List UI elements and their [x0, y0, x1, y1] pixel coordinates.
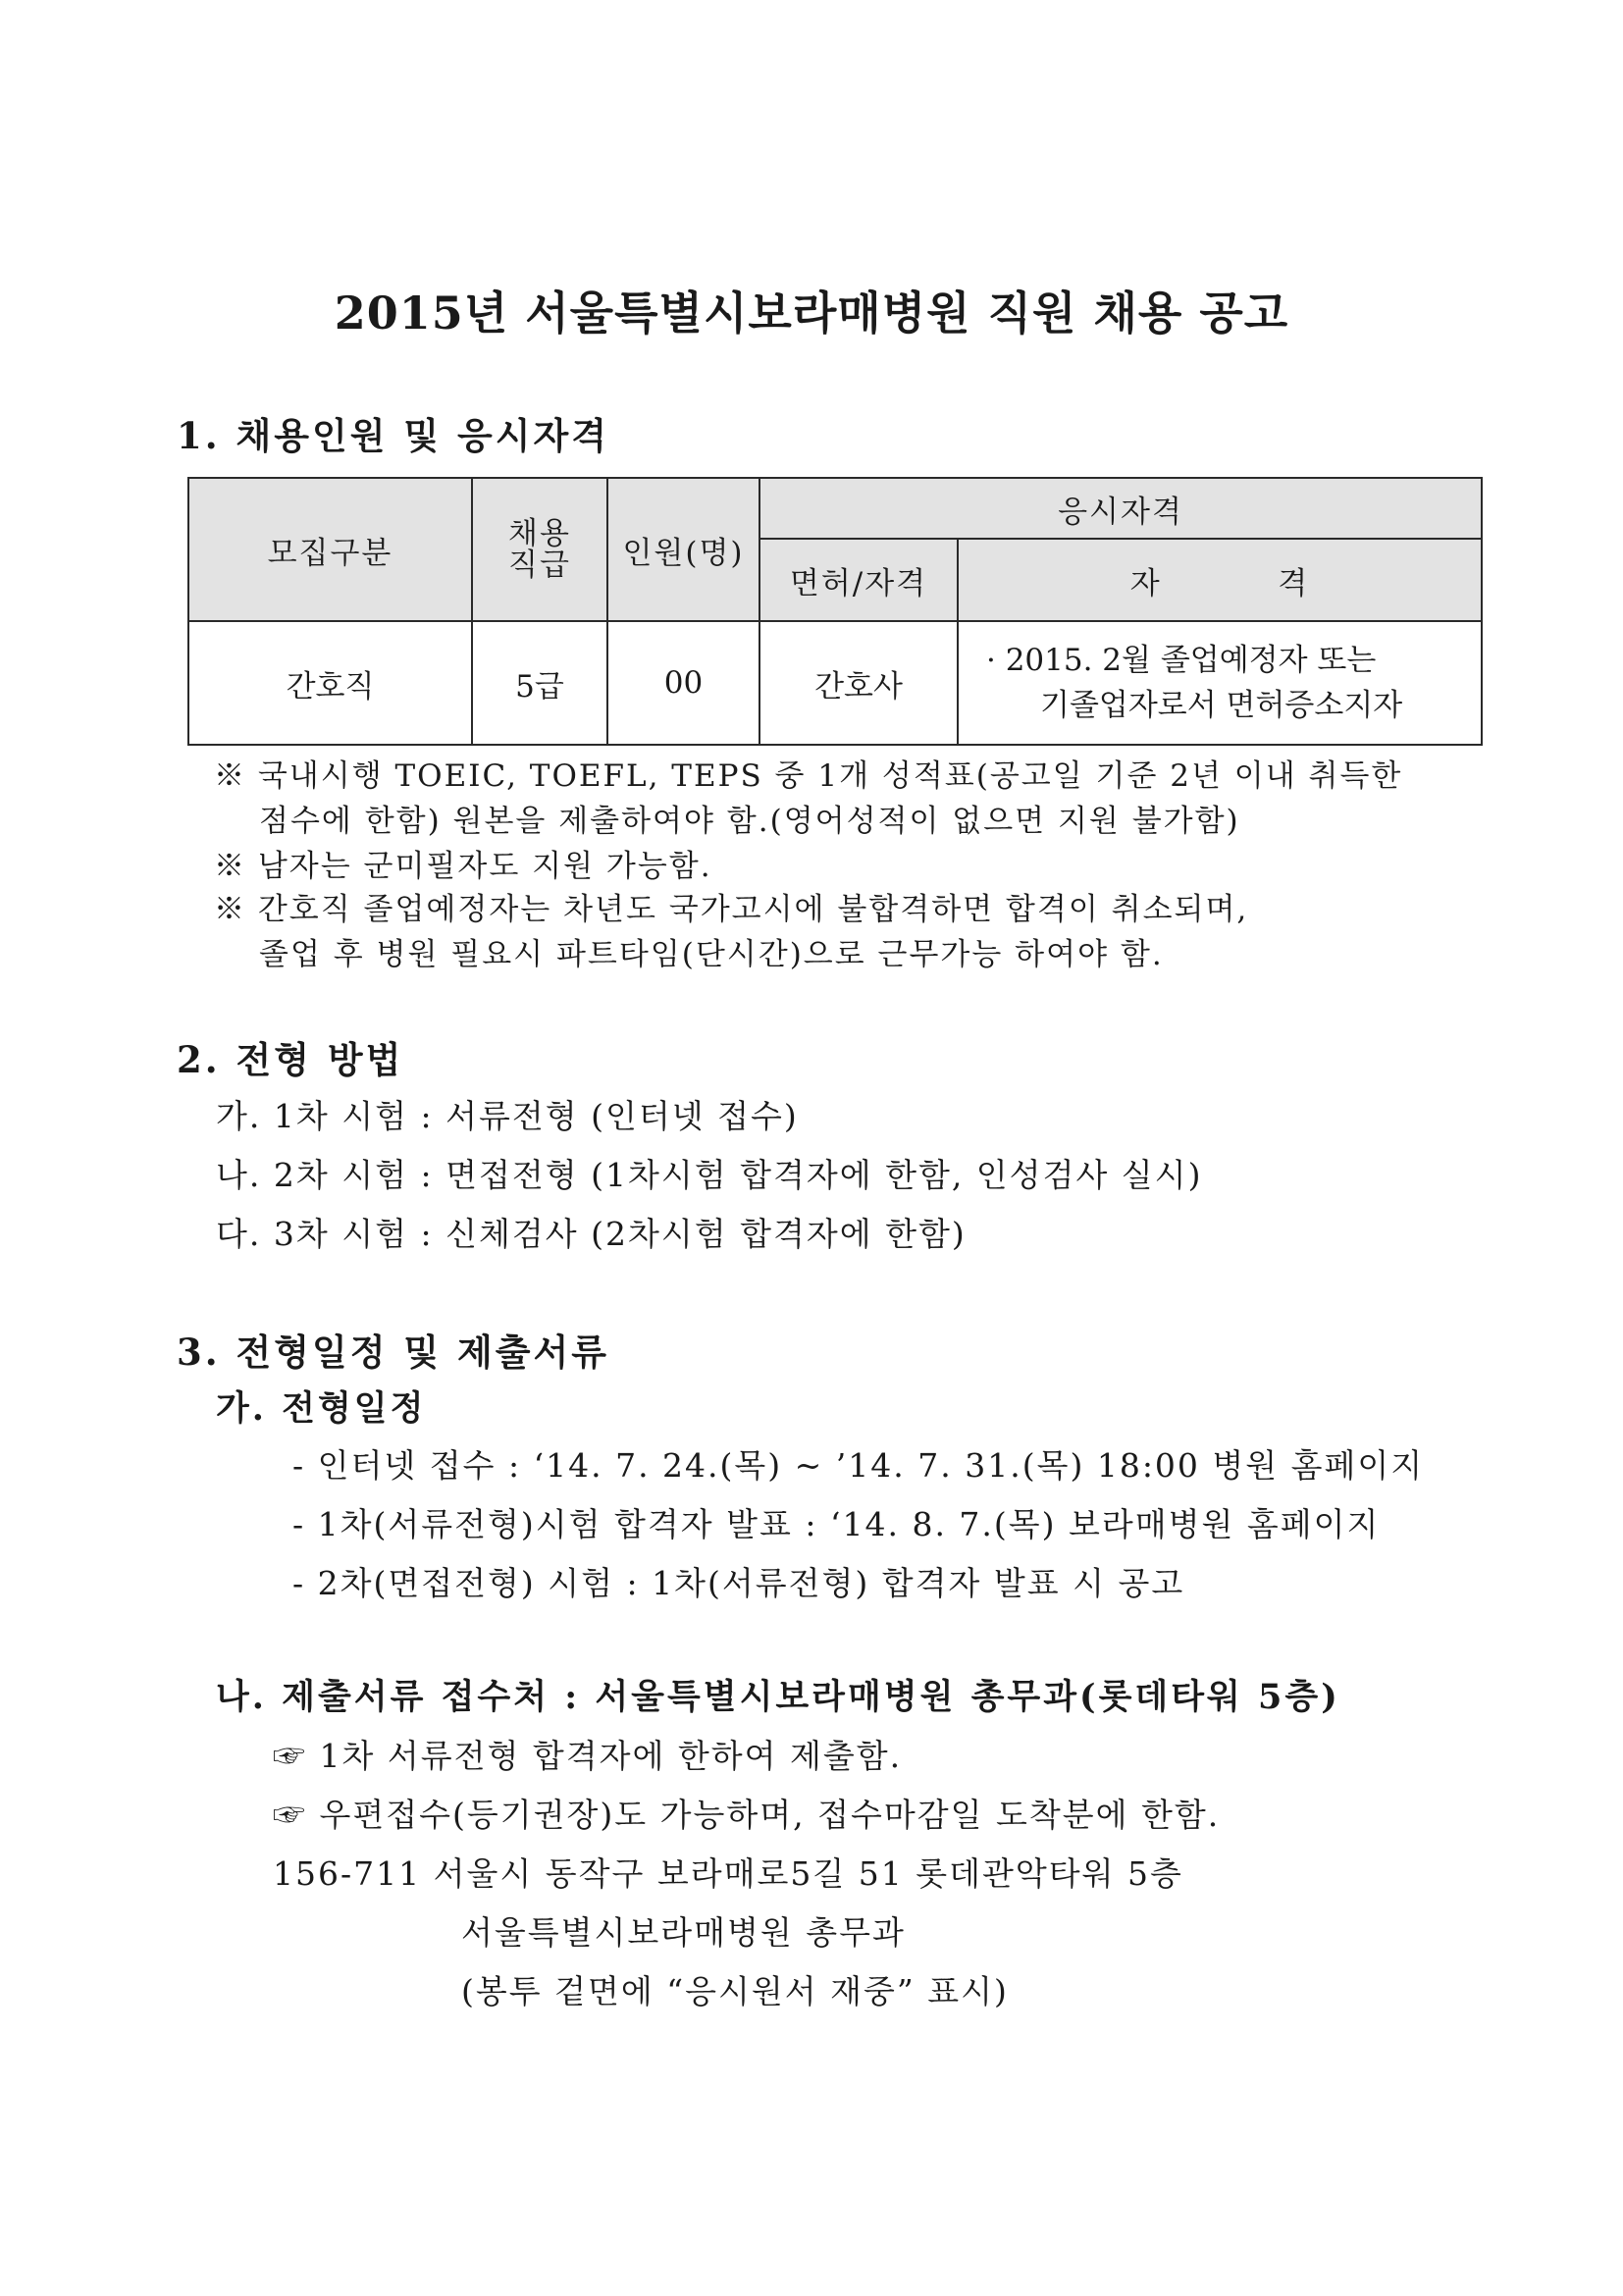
qualification-line-1: · 2015. 2월 졸업예정자 또는 [986, 643, 1377, 678]
header-grade-line1: 채용 [508, 516, 571, 551]
recruitment-table [187, 477, 1483, 746]
exam-step-2: 나. 2차 시험 : 면접전형 (1차시험 합격자에 한함, 인성검사 실시) [216, 1156, 1203, 1194]
submit-note-2: ☞ 우편접수(등기권장)도 가능하며, 접수마감일 도착분에 한함. [273, 1796, 1221, 1834]
note-2-line-1: ※ 남자는 군미필자도 지원 가능함. [214, 849, 712, 884]
submit-heading: 나. 제출서류 접수처 : 서울특별시보라매병원 총무과(롯데타워 5층) [216, 1677, 1340, 1717]
header-count: 인원(명) [607, 478, 759, 621]
address-line-2: 서울특별시보라매병원 총무과 [461, 1913, 906, 1952]
document-title: 2015년 서울특별시보라매병원 직원 채용 공고 [334, 287, 1289, 339]
exam-step-1: 가. 1차 시험 : 서류전형 (인터넷 접수) [216, 1097, 799, 1135]
schedule-item-2: - 1차(서류전형)시험 합격자 발표 : ‘14. 8. 7.(목) 보라매병원 홈페이지 [292, 1505, 1381, 1543]
table-row [188, 621, 1482, 745]
header-qualification-group: 응시자격 [759, 478, 1482, 539]
note-1-line-1: ※ 국내시행 TOEIC, TOEFL, TEPS 중 1개 성적표(공고일 기준 2년 이내 취득한 [214, 758, 1403, 794]
cell-count: 00 [607, 621, 759, 745]
header-qualification: 자 격 [958, 539, 1482, 621]
schedule-item-3: - 2차(면접전형) 시험 : 1차(서류전형) 합격자 발표 시 공고 [292, 1564, 1185, 1602]
cell-grade: 5급 [472, 621, 607, 745]
submit-note-1: ☞ 1차 서류전형 합격자에 한하여 제출함. [273, 1737, 903, 1775]
exam-step-3: 다. 3차 시험 : 신체검사 (2차시험 합격자에 한함) [216, 1215, 967, 1253]
section-2-heading: 2. 전형 방법 [177, 1038, 404, 1081]
header-license: 면허/자격 [759, 539, 958, 621]
note-1-line-2: 점수에 한함) 원본을 제출하여야 함.(영어성적이 없으면 지원 불가함) [259, 804, 1240, 839]
cell-qualification [958, 621, 1482, 745]
section-3-heading: 3. 전형일정 및 제출서류 [177, 1331, 609, 1374]
schedule-item-1: - 인터넷 접수 : ‘14. 7. 24.(목) ~ ’14. 7. 31.(목) 18:00 병원 홈페이지 [292, 1446, 1425, 1485]
note-3-line-1: ※ 간호직 졸업예정자는 차년도 국가고시에 불합격하면 합격이 취소되며, [214, 892, 1249, 927]
note-3 [214, 887, 1248, 977]
section-1-heading: 1. 채용인원 및 응시자격 [177, 414, 609, 457]
note-3-line-2: 졸업 후 병원 필요시 파트타임(단시간)으로 근무가능 하여야 함. [259, 937, 1164, 972]
qualification-line-2: 기졸업자로서 면허증소지자 [1040, 688, 1403, 723]
header-grade-line2: 직급 [508, 548, 571, 583]
address-line-1: 156-711 서울시 동작구 보라매로5길 51 롯데관악타워 5층 [273, 1854, 1183, 1893]
schedule-heading: 가. 전형일정 [216, 1388, 427, 1429]
cell-category: 간호직 [188, 621, 472, 745]
note-1 [214, 754, 1402, 844]
header-grade [472, 478, 607, 621]
cell-license: 간호사 [759, 621, 958, 745]
header-category: 모집구분 [188, 478, 472, 621]
note-2 [214, 844, 712, 889]
address-line-3: (봉투 겉면에 “응시원서 재중” 표시) [461, 1972, 1009, 2010]
